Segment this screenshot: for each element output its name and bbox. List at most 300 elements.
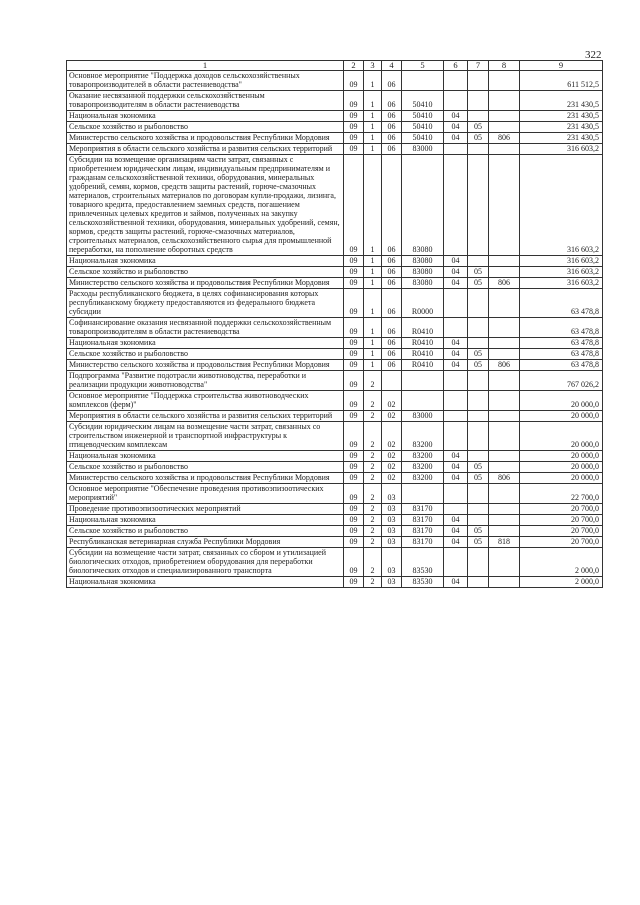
code-cell: 05: [468, 360, 489, 371]
code-cell: 05: [468, 349, 489, 360]
code-cell: 83170: [402, 537, 444, 548]
code-cell: 806: [489, 360, 520, 371]
amount-cell: 20 000,0: [520, 422, 603, 451]
code-cell: 806: [489, 473, 520, 484]
code-cell: 09: [344, 278, 364, 289]
code-cell: 09: [344, 484, 364, 504]
table-row: [67, 144, 603, 155]
code-cell: 09: [344, 91, 364, 111]
code-cell: 03: [382, 577, 402, 588]
code-cell: [444, 71, 468, 91]
row-description: Субсидии на возмещение части затрат, связанных со сбором и утилизацией биологических отходов, приобретением оборудования для переработки биологических отходов и специализированного транспорта: [67, 548, 344, 577]
table-row: [67, 451, 603, 462]
code-cell: 83080: [402, 267, 444, 278]
code-cell: [444, 144, 468, 155]
table-row: [67, 133, 603, 144]
code-cell: [468, 91, 489, 111]
row-description: Сельское хозяйство и рыболовство: [67, 349, 344, 360]
code-cell: 04: [444, 349, 468, 360]
code-cell: 50410: [402, 111, 444, 122]
row-description: Министерство сельского хозяйства и продовольствия Республики Мордовия: [67, 278, 344, 289]
row-description: Проведение противоэпизоотических мероприятий: [67, 504, 344, 515]
code-cell: 03: [382, 484, 402, 504]
code-cell: [402, 71, 444, 91]
code-cell: [444, 371, 468, 391]
row-description: Министерство сельского хозяйства и продовольствия Республики Мордовия: [67, 133, 344, 144]
table-header-row: [67, 61, 603, 71]
code-cell: [468, 144, 489, 155]
amount-cell: 316 603,2: [520, 144, 603, 155]
code-cell: [489, 548, 520, 577]
code-cell: 2: [364, 422, 382, 451]
code-cell: [468, 451, 489, 462]
row-description: Сельское хозяйство и рыболовство: [67, 122, 344, 133]
row-description: Национальная экономика: [67, 577, 344, 588]
code-cell: [489, 422, 520, 451]
code-cell: 50410: [402, 133, 444, 144]
code-cell: [468, 515, 489, 526]
code-cell: [489, 484, 520, 504]
code-cell: [468, 484, 489, 504]
code-cell: [468, 71, 489, 91]
code-cell: [489, 71, 520, 91]
code-cell: 09: [344, 462, 364, 473]
code-cell: 02: [382, 411, 402, 422]
code-cell: 04: [444, 577, 468, 588]
code-cell: 09: [344, 411, 364, 422]
code-cell: [444, 318, 468, 338]
code-cell: [402, 391, 444, 411]
amount-cell: 20 000,0: [520, 411, 603, 422]
code-cell: [489, 289, 520, 318]
code-cell: 09: [344, 526, 364, 537]
code-cell: 2: [364, 462, 382, 473]
code-cell: [444, 91, 468, 111]
code-cell: 1: [364, 155, 382, 256]
amount-cell: 63 478,8: [520, 338, 603, 349]
code-cell: 04: [444, 122, 468, 133]
code-cell: 05: [468, 473, 489, 484]
code-cell: 09: [344, 71, 364, 91]
code-cell: [489, 504, 520, 515]
code-cell: 2: [364, 451, 382, 462]
code-cell: 02: [382, 422, 402, 451]
code-cell: 02: [382, 473, 402, 484]
table-row: [67, 278, 603, 289]
row-description: Субсидии юридическим лицам на возмещение части затрат, связанных со строительством инженерной и транспортной инфраструктуры к птицеводческим комплексам: [67, 422, 344, 451]
code-cell: 05: [468, 462, 489, 473]
code-cell: [402, 371, 444, 391]
code-cell: 06: [382, 256, 402, 267]
code-cell: [489, 338, 520, 349]
code-cell: 06: [382, 91, 402, 111]
code-cell: [402, 484, 444, 504]
code-cell: R0000: [402, 289, 444, 318]
code-cell: 806: [489, 133, 520, 144]
code-cell: 09: [344, 422, 364, 451]
code-cell: [489, 144, 520, 155]
code-cell: 2: [364, 371, 382, 391]
table-row: [67, 155, 603, 256]
code-cell: 04: [444, 515, 468, 526]
code-cell: 83000: [402, 411, 444, 422]
code-cell: 06: [382, 111, 402, 122]
table-row: [67, 548, 603, 577]
amount-cell: 316 603,2: [520, 155, 603, 256]
code-cell: [489, 411, 520, 422]
column-header: 2: [344, 61, 364, 71]
code-cell: 04: [444, 451, 468, 462]
code-cell: 04: [444, 462, 468, 473]
code-cell: 1: [364, 256, 382, 267]
code-cell: [489, 122, 520, 133]
code-cell: 09: [344, 391, 364, 411]
code-cell: [489, 349, 520, 360]
code-cell: 09: [344, 371, 364, 391]
row-description: Мероприятия в области сельского хозяйства и развития сельских территорий: [67, 411, 344, 422]
amount-cell: 20 000,0: [520, 473, 603, 484]
code-cell: 04: [444, 338, 468, 349]
amount-cell: 20 000,0: [520, 391, 603, 411]
code-cell: 83530: [402, 548, 444, 577]
code-cell: 83170: [402, 515, 444, 526]
code-cell: 50410: [402, 122, 444, 133]
code-cell: 09: [344, 256, 364, 267]
code-cell: 83200: [402, 422, 444, 451]
code-cell: [468, 422, 489, 451]
amount-cell: 611 512,5: [520, 71, 603, 91]
code-cell: 09: [344, 537, 364, 548]
table-row: [67, 71, 603, 91]
amount-cell: 20 700,0: [520, 515, 603, 526]
code-cell: 1: [364, 133, 382, 144]
code-cell: 2: [364, 411, 382, 422]
row-description: Подпрограмма "Развитие подотрасли животноводства, переработки и реализации продукции животноводства": [67, 371, 344, 391]
code-cell: 09: [344, 473, 364, 484]
column-header: 4: [382, 61, 402, 71]
code-cell: 1: [364, 91, 382, 111]
code-cell: 1: [364, 144, 382, 155]
amount-cell: 231 430,5: [520, 122, 603, 133]
amount-cell: 20 000,0: [520, 451, 603, 462]
code-cell: 09: [344, 548, 364, 577]
code-cell: [382, 371, 402, 391]
row-description: Сельское хозяйство и рыболовство: [67, 526, 344, 537]
code-cell: [468, 577, 489, 588]
code-cell: 05: [468, 537, 489, 548]
code-cell: 06: [382, 278, 402, 289]
table-row: [67, 360, 603, 371]
table-row: [67, 349, 603, 360]
code-cell: 09: [344, 155, 364, 256]
amount-cell: 316 603,2: [520, 278, 603, 289]
code-cell: [468, 318, 489, 338]
code-cell: [468, 111, 489, 122]
table-row: [67, 473, 603, 484]
code-cell: 09: [344, 504, 364, 515]
table-row: [67, 526, 603, 537]
code-cell: 818: [489, 537, 520, 548]
column-header: 6: [444, 61, 468, 71]
amount-cell: 63 478,8: [520, 318, 603, 338]
code-cell: 05: [468, 133, 489, 144]
code-cell: [444, 422, 468, 451]
code-cell: [489, 451, 520, 462]
code-cell: 83200: [402, 451, 444, 462]
code-cell: 04: [444, 256, 468, 267]
code-cell: [489, 371, 520, 391]
row-description: Мероприятия в области сельского хозяйства и развития сельских территорий: [67, 144, 344, 155]
code-cell: 03: [382, 515, 402, 526]
code-cell: 06: [382, 338, 402, 349]
table-row: [67, 537, 603, 548]
row-description: Оказание несвязанной поддержки сельскохозяйственным товаропроизводителям в области растениеводства: [67, 91, 344, 111]
code-cell: 04: [444, 267, 468, 278]
table-row: [67, 318, 603, 338]
amount-cell: 22 700,0: [520, 484, 603, 504]
table-row: [67, 484, 603, 504]
row-description: Республиканская ветеринарная служба Республики Мордовия: [67, 537, 344, 548]
column-header: 1: [67, 61, 344, 71]
code-cell: 2: [364, 484, 382, 504]
code-cell: 09: [344, 577, 364, 588]
code-cell: 83170: [402, 526, 444, 537]
code-cell: 83200: [402, 462, 444, 473]
code-cell: 05: [468, 122, 489, 133]
code-cell: [489, 155, 520, 256]
code-cell: [444, 548, 468, 577]
code-cell: 06: [382, 71, 402, 91]
code-cell: 2: [364, 577, 382, 588]
row-description: Сельское хозяйство и рыболовство: [67, 267, 344, 278]
code-cell: [444, 504, 468, 515]
code-cell: 06: [382, 318, 402, 338]
code-cell: 06: [382, 133, 402, 144]
row-description: Министерство сельского хозяйства и продовольствия Республики Мордовия: [67, 473, 344, 484]
code-cell: R0410: [402, 349, 444, 360]
row-description: Субсидии на возмещение организациям части затрат, связанных с приобретением юридическим лицам, индивидуальным предпринимателям и гражданам сельскохозяйственной техники, оборудования, минеральных удобрений, семян, кормов, средств защиты растений, горюче-смазочных материалов, строительных материалов по договорам купли-продажи, лизинга, товарного кредита, предоставлением заемных средств, погашением привлеченных целевых кредитов и займов, полученных на закупку сельскохозяйственной техники, оборудования, минеральных удобрений, семян, кормов, средств защиты растений, горюче-смазочных материалов, строительных материалов, сельскохозяйственного сырья для промышленной переработки, на пополнение оборотных средств: [67, 155, 344, 256]
page-number: 322: [585, 49, 602, 61]
code-cell: 06: [382, 267, 402, 278]
code-cell: 09: [344, 122, 364, 133]
code-cell: R0410: [402, 360, 444, 371]
code-cell: 2: [364, 526, 382, 537]
amount-cell: 20 700,0: [520, 526, 603, 537]
code-cell: [468, 371, 489, 391]
code-cell: [468, 155, 489, 256]
code-cell: 06: [382, 144, 402, 155]
row-description: Основное мероприятие "Обеспечение проведения противоэпизоотических мероприятий": [67, 484, 344, 504]
table-row: [67, 111, 603, 122]
code-cell: 83200: [402, 473, 444, 484]
table-row: [67, 289, 603, 318]
code-cell: [468, 411, 489, 422]
code-cell: 1: [364, 338, 382, 349]
code-cell: 09: [344, 360, 364, 371]
code-cell: 04: [444, 360, 468, 371]
code-cell: 09: [344, 318, 364, 338]
code-cell: 04: [444, 537, 468, 548]
code-cell: 03: [382, 526, 402, 537]
code-cell: 04: [444, 133, 468, 144]
code-cell: 02: [382, 451, 402, 462]
code-cell: 83080: [402, 155, 444, 256]
code-cell: [444, 391, 468, 411]
code-cell: 04: [444, 526, 468, 537]
amount-cell: 20 700,0: [520, 504, 603, 515]
table-row: [67, 391, 603, 411]
code-cell: 83530: [402, 577, 444, 588]
code-cell: [489, 462, 520, 473]
amount-cell: 231 430,5: [520, 111, 603, 122]
column-header: 5: [402, 61, 444, 71]
table-row: [67, 411, 603, 422]
code-cell: [444, 289, 468, 318]
table-row: [67, 515, 603, 526]
table-row: [67, 256, 603, 267]
code-cell: 09: [344, 267, 364, 278]
code-cell: R0410: [402, 318, 444, 338]
amount-cell: 316 603,2: [520, 256, 603, 267]
table-row: [67, 122, 603, 133]
code-cell: 09: [344, 349, 364, 360]
code-cell: [444, 155, 468, 256]
row-description: Основное мероприятие "Поддержка доходов сельскохозяйственных товаропроизводителей в области растениеводства": [67, 71, 344, 91]
code-cell: 1: [364, 349, 382, 360]
table-row: [67, 371, 603, 391]
row-description: Национальная экономика: [67, 451, 344, 462]
amount-cell: 231 430,5: [520, 91, 603, 111]
code-cell: 06: [382, 155, 402, 256]
amount-cell: 2 000,0: [520, 577, 603, 588]
code-cell: 03: [382, 504, 402, 515]
code-cell: 50410: [402, 91, 444, 111]
table-row: [67, 91, 603, 111]
code-cell: [489, 577, 520, 588]
code-cell: [489, 515, 520, 526]
code-cell: 09: [344, 515, 364, 526]
code-cell: 1: [364, 71, 382, 91]
table-row: [67, 422, 603, 451]
code-cell: 09: [344, 111, 364, 122]
code-cell: 09: [344, 144, 364, 155]
code-cell: 1: [364, 278, 382, 289]
row-description: Софинансирование оказания несвязанной поддержки сельскохозяйственным товаропроизводителям в области растениеводства: [67, 318, 344, 338]
row-description: Национальная экономика: [67, 111, 344, 122]
row-description: Национальная экономика: [67, 338, 344, 349]
row-description: Министерство сельского хозяйства и продовольствия Республики Мордовия: [67, 360, 344, 371]
code-cell: [468, 338, 489, 349]
code-cell: 1: [364, 360, 382, 371]
column-header: 9: [520, 61, 603, 71]
amount-cell: 63 478,8: [520, 360, 603, 371]
code-cell: [489, 256, 520, 267]
table-row: [67, 577, 603, 588]
code-cell: [489, 318, 520, 338]
code-cell: 06: [382, 349, 402, 360]
column-header: 7: [468, 61, 489, 71]
amount-cell: 767 026,2: [520, 371, 603, 391]
code-cell: [489, 111, 520, 122]
code-cell: 2: [364, 537, 382, 548]
code-cell: 2: [364, 391, 382, 411]
row-description: Сельское хозяйство и рыболовство: [67, 462, 344, 473]
column-header: 3: [364, 61, 382, 71]
budget-table: [66, 60, 603, 588]
code-cell: [468, 289, 489, 318]
amount-cell: 63 478,8: [520, 349, 603, 360]
code-cell: [468, 256, 489, 267]
code-cell: 83000: [402, 144, 444, 155]
code-cell: 09: [344, 289, 364, 318]
code-cell: 05: [468, 526, 489, 537]
amount-cell: 20 700,0: [520, 537, 603, 548]
amount-cell: 231 430,5: [520, 133, 603, 144]
code-cell: 02: [382, 391, 402, 411]
code-cell: [489, 526, 520, 537]
table-row: [67, 338, 603, 349]
code-cell: [444, 411, 468, 422]
code-cell: [468, 504, 489, 515]
code-cell: 1: [364, 289, 382, 318]
code-cell: 04: [444, 278, 468, 289]
code-cell: 04: [444, 473, 468, 484]
table-row: [67, 267, 603, 278]
code-cell: [468, 548, 489, 577]
code-cell: 06: [382, 122, 402, 133]
code-cell: 83080: [402, 278, 444, 289]
code-cell: 2: [364, 515, 382, 526]
code-cell: [489, 391, 520, 411]
code-cell: 1: [364, 318, 382, 338]
amount-cell: 2 000,0: [520, 548, 603, 577]
code-cell: 2: [364, 548, 382, 577]
table-row: [67, 504, 603, 515]
code-cell: 1: [364, 111, 382, 122]
amount-cell: 20 000,0: [520, 462, 603, 473]
code-cell: 83170: [402, 504, 444, 515]
amount-cell: 63 478,8: [520, 289, 603, 318]
code-cell: [489, 91, 520, 111]
code-cell: 83080: [402, 256, 444, 267]
row-description: Национальная экономика: [67, 256, 344, 267]
code-cell: 05: [468, 267, 489, 278]
code-cell: 02: [382, 462, 402, 473]
code-cell: 09: [344, 133, 364, 144]
code-cell: [489, 267, 520, 278]
code-cell: 04: [444, 111, 468, 122]
code-cell: 806: [489, 278, 520, 289]
table-row: [67, 462, 603, 473]
code-cell: 05: [468, 278, 489, 289]
column-header: 8: [489, 61, 520, 71]
code-cell: 06: [382, 289, 402, 318]
code-cell: R0410: [402, 338, 444, 349]
code-cell: 1: [364, 122, 382, 133]
code-cell: 06: [382, 360, 402, 371]
row-description: Национальная экономика: [67, 515, 344, 526]
code-cell: 03: [382, 548, 402, 577]
code-cell: 09: [344, 451, 364, 462]
row-description: Расходы республиканского бюджета, в целях софинансирования которых республиканскому бюджету предоставляются из федерального бюджета субсидии: [67, 289, 344, 318]
code-cell: [468, 391, 489, 411]
code-cell: 03: [382, 537, 402, 548]
code-cell: 1: [364, 267, 382, 278]
amount-cell: 316 603,2: [520, 267, 603, 278]
row-description: Основное мероприятие "Поддержка строительства животноводческих комплексов (ферм)": [67, 391, 344, 411]
code-cell: 2: [364, 473, 382, 484]
code-cell: [444, 484, 468, 504]
